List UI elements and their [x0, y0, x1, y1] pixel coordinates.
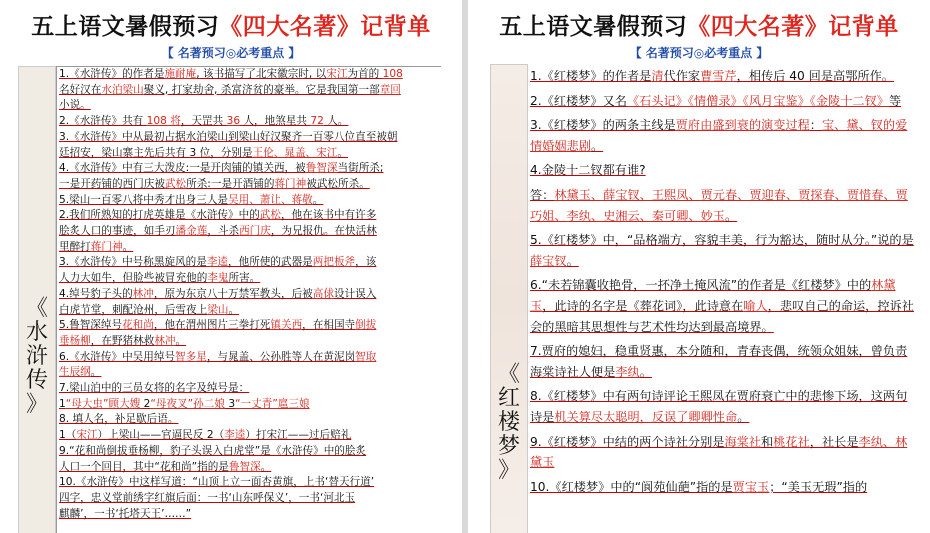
- answer-text: “母大虫”顾大嫂: [65, 397, 141, 410]
- question-text: 。: [175, 334, 187, 347]
- note-line: [59, 460, 441, 476]
- question-text: 。: [639, 364, 652, 379]
- question-text: 1.《水浒传》的作者是: [59, 68, 165, 80]
- question-text: 8. 填人名，补足歇后语。: [59, 413, 179, 426]
- page-title-left: 五上语文暑假预习《四大名著》记背单: [31, 14, 431, 40]
- note-line: [59, 83, 441, 99]
- question-text: 当街所杀;: [337, 162, 384, 175]
- answer-text: 武松: [259, 209, 281, 222]
- question-text: 和: [761, 434, 774, 449]
- question-text: 麒麟’，一书‘托塔天王’……”: [59, 507, 192, 520]
- question-text: ；“美玉无瑕”指的: [769, 479, 868, 494]
- note-paragraph: [530, 230, 918, 271]
- page-title-right: 五上语文暑假预习《四大名著》记背单: [499, 14, 899, 40]
- question-text: 8.《红楼梦》中有两句诗评论王熙凤在贾府衰亡中的悲惨下场，这两句诗是: [530, 389, 908, 424]
- answer-text: 曹雪芹: [700, 69, 737, 83]
- note-paragraph: [530, 386, 918, 427]
- note-paragraph: [530, 66, 918, 87]
- side-banner-honglou: [490, 64, 528, 533]
- note-line: [59, 146, 441, 162]
- question-text: 。: [337, 146, 348, 159]
- question-text: ，斗杀: [207, 225, 240, 238]
- answer-text: 李纨: [615, 364, 640, 379]
- answer-text: 36: [226, 115, 241, 128]
- note-line: [59, 350, 441, 366]
- question-text: 5.鲁智深绰号: [59, 319, 123, 332]
- note-line: [59, 114, 441, 130]
- question-text: 为首的: [347, 68, 383, 80]
- note-paragraph: [530, 432, 918, 473]
- question-text: 一是开药铺的西门庆被: [59, 177, 165, 190]
- question-text: ，天罡共: [180, 115, 227, 128]
- question-text: 答：: [530, 187, 555, 202]
- answer-text: 花和尚: [122, 319, 154, 332]
- answer-text: 李纨、林黛玉: [530, 434, 908, 470]
- note-paragraph: [530, 341, 918, 382]
- question-text: 4.绰号豹子头的: [59, 287, 133, 300]
- question-text: 3.《水浒传》中从最初占据水泊梁山到梁山好汉聚齐一百零八位直至被朝: [59, 130, 398, 143]
- note-line: [59, 287, 441, 303]
- note-line: [59, 240, 441, 256]
- subtitle-left: 【 名著预习◎必考重点 】: [161, 46, 301, 60]
- answer-text: “一丈青”扈三娘: [235, 397, 310, 410]
- note-line: [59, 98, 441, 114]
- answer-text: 林冲: [154, 334, 176, 347]
- answer-text: 喻人: [743, 298, 768, 313]
- note-line: [59, 193, 441, 209]
- answer-text: 智取: [355, 350, 377, 363]
- question-text: ）上梁山——官逼民反 2（: [97, 429, 225, 442]
- note-line: [59, 67, 441, 83]
- answer-text: 林冲: [132, 287, 154, 300]
- answer-text: 薛宝钗: [530, 253, 567, 268]
- notes-content-shuihu: [56, 66, 441, 533]
- answer-text: 两把板斧: [312, 256, 356, 269]
- question-text: ）打宋江——过后赔礼: [245, 429, 352, 442]
- notes-content-honglou: [530, 66, 918, 533]
- question-text: ，原为东京八十万禁军教头，后被: [153, 287, 313, 300]
- question-text: 人口一个回目，其中“花和尚”指的是: [59, 460, 229, 473]
- subtitle-right: 【 名著预习◎必考重点 】: [629, 46, 769, 60]
- question-text: ，该: [355, 256, 377, 269]
- note-paragraph: [530, 275, 918, 337]
- note-line: [59, 428, 441, 444]
- answer-text: 潘金莲: [175, 225, 208, 238]
- question-text: 设计误入: [333, 287, 377, 300]
- note-paragraph: [530, 477, 918, 498]
- question-text: 2: [140, 397, 151, 410]
- page-left: [0, 0, 462, 533]
- question-text: 7.贾府的媳妇，稳重贤惠，本分随和，青春丧偶，统领众姐妹，曾负责海棠诗社人便是: [530, 344, 908, 379]
- answer-text: 李逵: [224, 429, 246, 442]
- question-text: 。: [260, 460, 272, 473]
- question-text: 脍炙人口的事迹，如手刃: [59, 225, 176, 238]
- question-text: 10.《水浒传》中这样写道：“山顶上立一面杏黄旗，上书‘替天行道’: [59, 476, 375, 489]
- note-line: [59, 224, 441, 240]
- question-text: ，为兄报仇。在快活林: [270, 225, 377, 238]
- answer-text: 108 将: [146, 115, 181, 128]
- note-paragraph: [530, 160, 918, 181]
- question-text: 1.《红楼梦》的作者是: [530, 69, 652, 83]
- question-text: 。: [566, 253, 579, 268]
- question-text: 9.《红楼梦》中结的两个诗社分别是: [530, 434, 725, 449]
- question-text: ，相传后 40 回是高鄂所作。: [736, 69, 894, 83]
- note-paragraph: [530, 115, 918, 156]
- note-line: [59, 161, 441, 177]
- answer-text: 镇关西: [270, 319, 303, 332]
- question-text: 聚义, 打家劫舍, 杀富济贫的豪举。它是我国第一部: [143, 83, 380, 96]
- question-text: 2.我们所熟知的打虎英雄是《水浒传》中的: [59, 209, 260, 222]
- answer-text: 王伦、晁盖、宋江: [252, 146, 338, 159]
- question-text: 5.梁山一百零八将中秀才出身三人是: [59, 193, 229, 206]
- question-text: 3: [224, 397, 236, 410]
- question-text: 。: [725, 208, 738, 223]
- question-text: ，社长是: [809, 434, 859, 449]
- question-text: 所杀:一是开酒铺的: [186, 177, 275, 190]
- question-text: 。: [312, 193, 324, 206]
- question-text: 7.梁山泊中的三员女将的名字及绰号是：: [59, 382, 250, 395]
- question-text: 被武松所杀。: [306, 177, 370, 190]
- note-line: [59, 177, 441, 193]
- answer-text: 生辰纲: [59, 366, 91, 379]
- side-banner-shuihu: [18, 66, 56, 533]
- question-text: 10.《红楼梦》中的“阆苑仙葩”指的是: [530, 479, 733, 494]
- note-line: [59, 255, 441, 271]
- answer-text: 贾宝玉: [732, 479, 770, 494]
- answer-text: 海棠社: [724, 434, 762, 449]
- side-title-honglou: 《 红 楼 梦 》: [497, 362, 520, 483]
- answer-text: “母夜叉”孙二娘: [150, 397, 225, 410]
- answer-text: 垂杨柳: [59, 334, 91, 347]
- answer-text: 贾府由盛到衰的演变过程: [675, 118, 810, 133]
- answer-text: 清: [651, 69, 664, 83]
- question-text: 3.《水浒传》中号称黑旋风的是: [59, 256, 207, 269]
- question-text: 4.金陵十二钗都有谁?: [530, 163, 646, 178]
- answer-text: 章回: [379, 83, 401, 96]
- answer-text: 李逵: [206, 256, 229, 269]
- question-text: 。: [228, 303, 240, 316]
- page-right: [468, 0, 930, 533]
- answer-text: 108: [382, 68, 403, 80]
- question-text: 代作家: [663, 69, 701, 83]
- answer-text: 梁山: [207, 303, 229, 316]
- answer-text: 林黛玉: [530, 278, 896, 313]
- note-line: [59, 303, 441, 319]
- answer-text: 武松: [164, 177, 187, 190]
- answer-text: 鲁智深: [305, 162, 338, 175]
- note-line: [59, 381, 441, 397]
- note-line: [59, 397, 441, 413]
- answer-text: 机关算尽太聪明，反误了卿卿性命: [554, 409, 738, 424]
- question-text: 里醉打: [59, 240, 91, 253]
- answer-text: 鲁智深: [228, 460, 261, 473]
- answer-text: 李鬼: [207, 272, 229, 285]
- question-text: 1: [59, 397, 66, 410]
- question-text: 。: [590, 138, 604, 153]
- note-paragraph: [530, 185, 918, 226]
- question-text: ，悲叹自己的命运，控诉社会的黑暗其思想性与艺术性均达到最高境界。: [530, 298, 914, 334]
- note-line: [59, 208, 441, 224]
- question-text: 小说。: [59, 99, 91, 112]
- answer-text: 倒拔: [355, 319, 377, 332]
- answer-text: 智多星: [175, 350, 207, 363]
- question-text: ，他在渭州图片三拳打死: [153, 319, 271, 332]
- answer-text: 《石头记》《情僧录》《风月宝鉴》《金陵十二钗》: [626, 93, 889, 108]
- answer-text: 桃花社: [773, 434, 810, 449]
- answer-text: 宋江: [326, 68, 348, 80]
- question-text: 等: [888, 93, 902, 108]
- answer-text: 宝、黛、钗的爱情婚姻悲剧: [530, 118, 908, 153]
- question-text: 名好汉在: [59, 83, 102, 96]
- question-text: 。: [737, 409, 750, 424]
- note-line: [59, 365, 441, 381]
- note-line: [59, 475, 441, 491]
- question-text: 2.《水浒传》共有: [59, 115, 147, 128]
- note-line: [59, 334, 441, 350]
- question-text: 1（: [59, 429, 77, 442]
- answer-text: 西门庆: [239, 225, 271, 238]
- note-line: [59, 444, 441, 460]
- question-text: ，与晁盖、公孙胜等人在黄泥岗: [206, 350, 356, 363]
- question-text: ，他所使的武器是: [228, 256, 313, 269]
- question-text: 3.《红楼梦》的两条主线是: [530, 118, 676, 133]
- question-text: ，在野猪林救: [90, 334, 155, 347]
- answer-text: 72: [310, 115, 324, 128]
- question-text: 人，地煞星共: [240, 115, 311, 128]
- answer-text: 宋江: [76, 429, 98, 442]
- question-text: 5.《红楼梦》中，“品格端方，容貌丰美，行为豁达，随时从分。”说的是: [530, 233, 914, 248]
- question-text: ：: [809, 118, 822, 133]
- side-title-shuihu: 《 水 浒 传 》: [25, 296, 48, 417]
- question-text: 9.“花和尚倒拔垂杨柳，豹子头误入白虎堂”是《水浒传》中的脍炙: [59, 444, 367, 457]
- question-text: , 该书描写了北宋徽宗时, 以: [196, 68, 327, 80]
- note-paragraph: [530, 91, 918, 112]
- question-text: 人力大如牛，但脸些被冒充他的: [59, 272, 208, 285]
- answer-text: 水泊梁山: [101, 83, 144, 96]
- question-text: 4.《水浒传》中有三大泼皮:一是开肉铺的镇关西，被: [59, 162, 306, 175]
- question-text: 。: [122, 240, 134, 253]
- question-text: 四字，忠义堂前绣字红旗后面：一书‘山东呼保义’，一书‘河北玉: [59, 491, 356, 504]
- question-text: 白虎节堂，刺配沧州，后雪夜上: [59, 303, 208, 316]
- question-text: ，在相国寺: [302, 319, 356, 332]
- note-line: [59, 412, 441, 428]
- answer-text: 林黛玉、薛宝钗、王熙凤、贾元春、贾迎春、贾探春、贾惜春、贾巧姐、李纨、史湘云、秦可卿、妙玉: [530, 187, 908, 223]
- note-line: [59, 318, 441, 334]
- question-text: 。: [90, 366, 102, 379]
- question-text: 人。: [323, 115, 349, 128]
- question-text: 廷招安，梁山寨主先后共有 3 位，分别是: [59, 146, 253, 159]
- question-text: 6.“未若锦囊收艳骨，一抔净土掩风流”的作者是《红楼梦》中的: [530, 278, 872, 293]
- answer-text: 高俅: [312, 287, 334, 300]
- question-text: ，此诗的名字是《葬花词》，此诗意在: [542, 298, 744, 313]
- question-text: ，他在该书中有许多: [280, 209, 377, 222]
- answer-text: 蒋门神: [274, 177, 307, 190]
- answer-text: 蒋门神: [90, 240, 123, 253]
- answer-text: 施耐庵: [164, 68, 197, 80]
- question-text: 2.《红楼梦》又名: [530, 93, 627, 108]
- note-line: [59, 491, 441, 507]
- note-line: [59, 130, 441, 146]
- note-line: [59, 507, 441, 523]
- question-text: 所害。: [228, 272, 261, 285]
- answer-text: 吴用、萧让、蒋敬: [228, 193, 313, 206]
- question-text: 6.《水浒传》中吴用绰号: [59, 350, 176, 363]
- note-line: [59, 271, 441, 287]
